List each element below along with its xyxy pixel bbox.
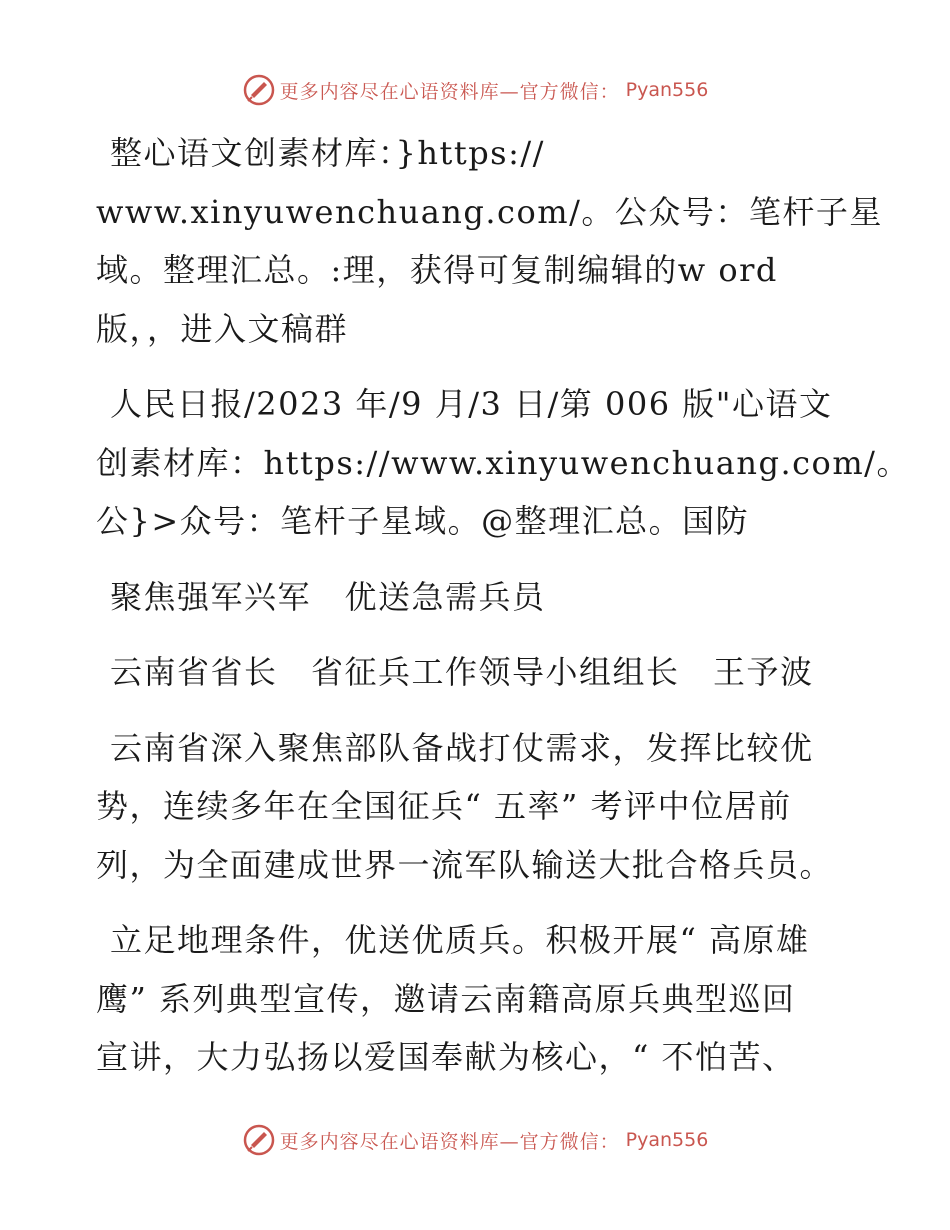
paragraph-source-notice	[96, 124, 883, 358]
paragraph-citation	[96, 375, 910, 551]
text-line: 列，为全面建成世界一流军队输送大批合格兵员。	[96, 845, 834, 884]
paragraph-byline	[96, 643, 856, 702]
text-line: 立足地理条件，优送优质兵。积极开展“ 高原雄	[110, 921, 810, 959]
banner-wechat-id: Pyan556	[625, 1129, 709, 1151]
text-line: 聚焦强军兴军 优送急需兵员	[110, 577, 546, 616]
document-body	[96, 124, 910, 1104]
logo-icon	[242, 1123, 276, 1157]
text-line: 鹰” 系列典型宣传，邀请云南籍高原兵典型巡回	[96, 979, 796, 1018]
logo-icon	[242, 73, 276, 107]
text-line: 域。整理汇总。:理，获得可复制编辑的w ord	[96, 251, 778, 289]
text-line: 云南省省长 省征兵工作领导小组组长 王予波	[110, 653, 814, 691]
text-line: 人民日报/2023 年/9 月/3 日/第 006 版"心语文	[110, 385, 833, 423]
banner-wechat-id: Pyan556	[625, 79, 709, 101]
text-line: 公}>众号：笔杆子星域。@整理汇总。国防	[96, 502, 750, 540]
paragraph-headline	[96, 568, 856, 627]
paragraph-body-1	[96, 719, 856, 895]
text-line: 云南省深入聚焦部队备战打仗需求，发挥比较优	[110, 728, 814, 767]
text-line: 势，连续多年在全国征兵“ 五率” 考评中位居前	[96, 787, 792, 825]
text-line: 创素材库：https://www.xinyuwenchuang.com/。	[96, 443, 910, 482]
footer-banner-content	[242, 1123, 709, 1157]
text-line: www.xinyuwenchuang.com/。公众号：笔杆子星	[96, 192, 883, 231]
text-line: 宣讲，大力弘扬以爱国奉献为核心，“ 不怕苦、	[96, 1038, 796, 1076]
banner-text: 更多内容尽在心语资料库—官方微信：	[279, 80, 620, 103]
paragraph-body-2	[96, 911, 856, 1087]
text-line: 版，，进入文稿群	[96, 309, 349, 348]
header-banner	[0, 70, 950, 110]
text-line: 整心语文创素材库：}https://	[110, 134, 545, 172]
banner-text: 更多内容尽在心语资料库—官方微信：	[279, 1130, 620, 1153]
footer-banner	[0, 1120, 950, 1160]
header-banner-content	[242, 73, 709, 107]
